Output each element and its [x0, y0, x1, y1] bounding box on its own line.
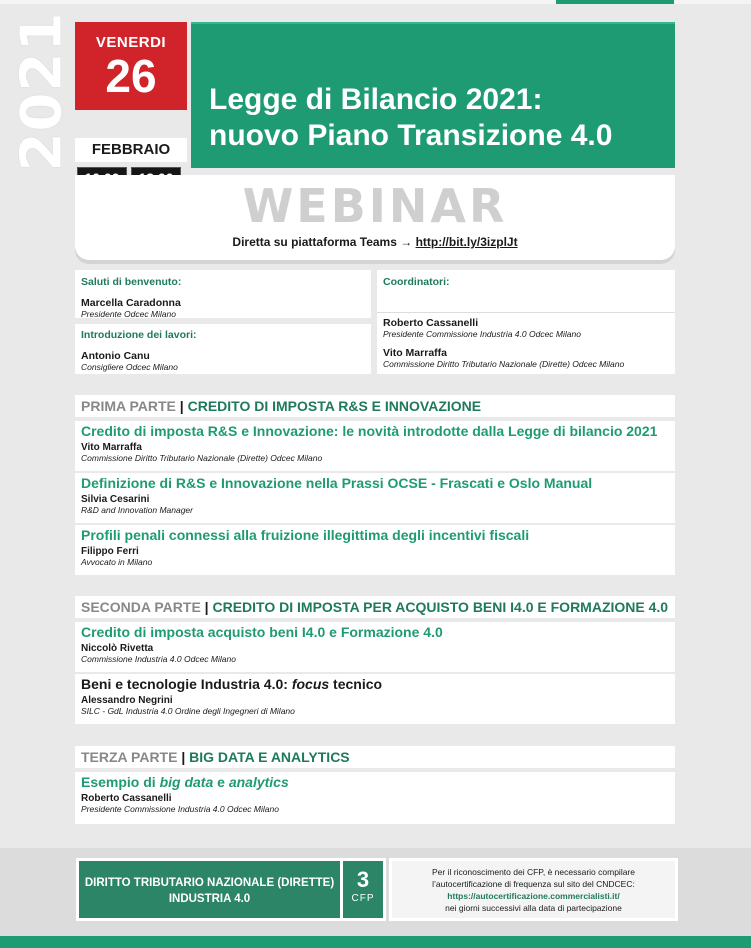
talk-speaker: Niccolò Rivetta: [81, 643, 154, 654]
talk-title: [81, 774, 675, 790]
cfp-number: 3: [356, 867, 370, 892]
cfp-info-line-2: l’autocertificazione di frequenza sul sito del CNDCEC:: [432, 879, 635, 889]
talk-title-part: Beni e tecnologie Industria 4.0:: [81, 676, 292, 692]
coordinator-2-name: Vito Marraffa: [383, 347, 447, 359]
cfp-unit: CFP: [351, 893, 375, 904]
platform-line: [75, 235, 675, 249]
talk-role: SILC - GdL Industria 4.0 Ordine degli Ingegneri di Milano: [81, 706, 295, 716]
talk-title-part: e: [213, 774, 229, 790]
cfp-subject-2: INDUSTRIA 4.0: [168, 893, 251, 905]
talk-3-1: [75, 772, 675, 824]
cfp-info-link[interactable]: https://autocertificazione.commercialisti.it/: [447, 891, 620, 901]
cfp-subject-1: DIRITTO TRIBUTARIO NAZIONALE (DIRETTE): [84, 877, 335, 889]
coordinators-label: Coordinatori:: [383, 276, 450, 288]
bottom-accent: [0, 936, 751, 948]
talk-role: R&D and Innovation Manager: [81, 505, 193, 515]
coordinators-divider: [377, 312, 675, 313]
welcome-panel: [75, 270, 371, 318]
welcome-role: Presidente Odcec Milano: [81, 309, 176, 319]
cfp-credits: [343, 861, 383, 918]
year-vertical: [9, 11, 75, 171]
section-3-topic: BIG DATA E ANALYTICS: [189, 749, 350, 765]
day-number: 26: [105, 50, 157, 102]
talk-title: [81, 676, 675, 692]
webinar-box: [75, 175, 675, 260]
section-2-header: [75, 596, 675, 618]
talk-speaker: Roberto Cassanelli: [81, 793, 172, 804]
talk-speaker: Alessandro Negrini: [81, 695, 173, 706]
coordinator-1-role: Presidente Commissione Industria 4.0 Odcec Milano: [383, 329, 581, 339]
welcome-name: Marcella Caradonna: [81, 297, 181, 309]
title-line-2: nuovo Piano Transizione 4.0: [209, 119, 613, 152]
section-3-header: [75, 746, 675, 768]
talk-speaker: Vito Marraffa: [81, 442, 142, 453]
talk-role: Commissione Diritto Tributario Nazionale (Dirette) Odcec Milano: [81, 453, 323, 463]
day-name: VENERDI: [95, 34, 167, 51]
talk-role: Avvocato in Milano: [81, 557, 153, 567]
intro-label: Introduzione dei lavori:: [81, 329, 197, 341]
talk-speaker: Silvia Cesarini: [81, 494, 150, 505]
coordinators-panel: [377, 270, 675, 374]
talk-2-2: [75, 674, 675, 724]
talk-title: Definizione di R&S e Innovazione nella Prassi OCSE - Frascati e Oslo Manual: [81, 475, 593, 491]
section-3-part: TERZA PARTE: [81, 749, 178, 765]
cfp-info: [392, 861, 675, 918]
talk-title: Credito di imposta R&S e Innovazione: le novità introdotte dalla Legge di bilancio 2021: [81, 423, 658, 439]
month: FEBBRAIO: [75, 138, 187, 162]
cfp-info-line-3: nei giorni successivi alla data di partecipazione: [445, 903, 622, 913]
welcome-label: Saluti di benvenuto:: [81, 276, 182, 288]
talk-1-2: [75, 473, 675, 523]
talk-title-italic: big data: [159, 774, 214, 790]
talk-1-1: [75, 421, 675, 471]
cfp-subjects: [79, 861, 340, 918]
section-1-sep: |: [175, 398, 188, 414]
talk-speaker: Filippo Ferri: [81, 546, 139, 557]
talk-2-1: [75, 622, 675, 672]
talk-role: Commissione Industria 4.0 Odcec Milano: [81, 654, 236, 664]
teams-link[interactable]: http://bit.ly/3izplJt: [415, 235, 518, 249]
section-1-topic: CREDITO DI IMPOSTA R&S E INNOVAZIONE: [187, 398, 482, 414]
talk-role: Presidente Commissione Industria 4.0 Odcec Milano: [81, 804, 279, 814]
title-line-1: Legge di Bilancio 2021:: [209, 83, 543, 116]
talk-title-part: Esempio di: [81, 774, 160, 790]
section-2-part: SECONDA PARTE: [81, 599, 201, 615]
talk-title-part: tecnico: [329, 676, 383, 692]
cfp-info-line-1: Per il riconoscimento dei CFP, è necessario compilare: [432, 867, 635, 877]
section-2-topic: CREDITO DI IMPOSTA PER ACQUISTO BENI I4.0 E FORMAZIONE 4.0: [212, 599, 669, 615]
section-1-header: [75, 395, 675, 417]
coordinator-1-name: Roberto Cassanelli: [383, 317, 479, 329]
year-text: 2021: [9, 11, 75, 171]
talk-title-italic: focus: [291, 676, 330, 692]
intro-role: Consigliere Odcec Milano: [81, 362, 178, 372]
coordinator-2-role: Commissione Diritto Tributario Nazionale (Dirette) Odcec Milano: [383, 359, 625, 369]
talk-1-3: [75, 525, 675, 575]
platform-text: Diretta su piattaforma Teams →: [232, 235, 416, 249]
date-red-box: [75, 22, 187, 110]
intro-panel: [75, 324, 371, 374]
event-title: [191, 22, 675, 168]
talk-title: Profili penali connessi alla fruizione illegittima degli incentivi fiscali: [81, 527, 530, 543]
intro-name: Antonio Canu: [81, 350, 150, 362]
section-2-sep: |: [200, 599, 213, 615]
webinar-word: WEBINAR: [242, 179, 508, 233]
date-block: [75, 22, 187, 168]
top-accent: [556, 0, 674, 4]
talk-title: Credito di imposta acquisto beni I4.0 e Formazione 4.0: [81, 624, 443, 640]
section-3-sep: |: [177, 749, 190, 765]
section-1-part: PRIMA PARTE: [81, 398, 176, 414]
talk-title-italic: analytics: [228, 774, 289, 790]
